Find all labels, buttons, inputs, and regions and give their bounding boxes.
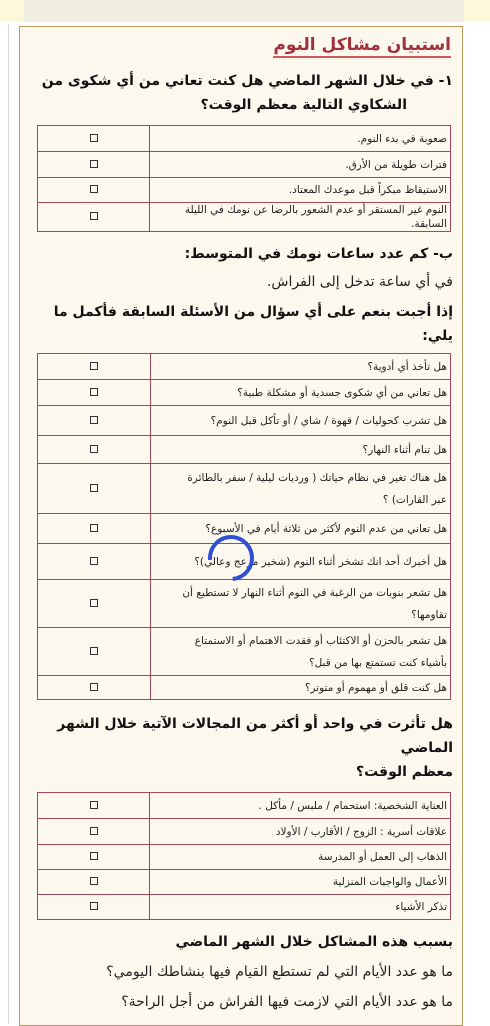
checkbox-cell — [38, 514, 151, 544]
table-row — [38, 819, 451, 845]
section-e-question-1: ما هو عدد الأيام التي لم تستطع القيام فيها بنشاطك اليومي؟ — [106, 964, 453, 980]
row-question-line: الاستيقاظ مبكراً قبل موعدك المعتاد. — [288, 184, 447, 196]
row-question-line: فترات طويلة من الأرق. — [345, 158, 447, 171]
answer-checkbox[interactable] — [90, 852, 98, 860]
answer-checkbox[interactable] — [90, 683, 98, 691]
section-d-table — [37, 792, 451, 920]
row-question — [150, 895, 451, 920]
row-question — [150, 793, 451, 819]
row-question-line: الأعمال والواجبات المنزلية — [332, 876, 447, 888]
answer-checkbox[interactable] — [90, 185, 98, 193]
table-row — [38, 203, 451, 232]
row-question — [150, 628, 450, 676]
section-c-table — [37, 353, 451, 700]
section-c-heading: إذا أجبت بنعم على أي سؤال من الأسئلة السابقة فأكمل ما يلي: — [53, 304, 453, 344]
table-row — [38, 152, 451, 178]
checkbox-cell — [38, 126, 150, 152]
table-row — [38, 870, 451, 895]
checkbox-cell — [38, 354, 151, 380]
row-question-line: هل تأخذ أي أدوية؟ — [367, 360, 447, 373]
row-question — [150, 436, 450, 464]
checkbox-cell — [38, 380, 151, 406]
row-question-line: بأشياء كنت تستمتع بها من قبل؟ — [309, 656, 447, 669]
answer-checkbox[interactable] — [90, 599, 98, 607]
answer-checkbox[interactable] — [90, 801, 98, 809]
answer-checkbox[interactable] — [90, 647, 98, 655]
table-row — [38, 126, 451, 152]
questionnaire-page — [19, 26, 463, 1026]
title-row — [29, 35, 453, 63]
top-margin-strip — [0, 0, 490, 22]
row-question-line: هل تشعر بنوبات من الرغبة في النوم أثناء النهار لا تستطيع أن — [182, 586, 447, 599]
row-question-line: الذهاب إلى العمل أو المدرسة — [318, 851, 447, 863]
row-question — [150, 203, 451, 232]
row-question-line: النوم غير المستقر أو عدم الشعور بالرضا عن نومك في الليلة السابقة. — [184, 204, 447, 230]
answer-checkbox[interactable] — [90, 134, 98, 142]
table-row — [38, 354, 451, 380]
checkbox-cell — [38, 406, 151, 436]
answer-checkbox[interactable] — [90, 362, 98, 370]
section-b-heading: ب- كم عدد ساعات نومك في المتوسط: — [184, 246, 453, 262]
checkbox-cell — [38, 464, 151, 514]
row-question-line: تقاومها؟ — [411, 608, 447, 621]
table-row — [38, 380, 451, 406]
section-a-heading-line2: الشكاوي التالية معظم الوقت؟ — [200, 97, 407, 113]
row-question-line: هل تشرب كحوليات / قهوة / شاي / أو تأكل قبل النوم؟ — [210, 414, 447, 427]
row-question-line: تذكر الأشياء — [395, 901, 447, 913]
answer-checkbox[interactable] — [90, 902, 98, 910]
row-question-line: هل أخبرك أحد انك تشخر أثناء النوم (شخير مزعج وعالي)؟ — [194, 555, 447, 568]
table-row — [38, 406, 451, 436]
answer-checkbox[interactable] — [90, 212, 98, 220]
row-question-line: العناية الشخصية: استحمام / ملبس / مأكل . — [258, 799, 447, 812]
questionnaire-content — [29, 35, 453, 1014]
answer-checkbox[interactable] — [90, 388, 98, 396]
checkbox-cell — [38, 845, 150, 870]
row-question-line: هل كنت قلق أو مهموم أو متوتر؟ — [304, 681, 447, 694]
checkbox-cell — [38, 544, 151, 580]
section-a-heading-line1: ١- في خلال الشهر الماضي هل كنت تعاني من أي شكوى من — [41, 73, 453, 89]
table-row — [38, 178, 451, 203]
row-question — [150, 464, 450, 514]
row-question — [150, 580, 450, 628]
section-d-heading — [29, 712, 453, 784]
section-e-question-2: ما هو عدد الأيام التي لازمت فيها الفراش من أجل الراحة؟ — [121, 994, 453, 1010]
row-question-line: صعوبة في بدء النوم. — [357, 132, 447, 145]
answer-checkbox[interactable] — [90, 416, 98, 424]
row-question-line: هل تشعر بالحزن أو الاكتئاب أو فقدت الاهتمام أو الاستمتاع — [194, 634, 447, 647]
row-question — [150, 544, 450, 580]
answer-checkbox[interactable] — [90, 557, 98, 565]
checkbox-cell — [38, 819, 150, 845]
row-question — [150, 819, 451, 845]
section-d-heading-line1: هل تأثرت في واحد أو أكثر من المجالات الآتية خلال الشهر الماضي — [57, 716, 453, 756]
row-question-line: هل تنام أثناء النهار؟ — [362, 443, 447, 456]
row-question-line: علاقات أسرية : الزوج / الأقارب / الأولاد — [275, 825, 447, 838]
table-row — [38, 436, 451, 464]
section-d-heading-line2: معظم الوقت؟ — [355, 764, 453, 780]
checkbox-cell — [38, 895, 150, 920]
row-question — [150, 870, 451, 895]
row-question — [150, 514, 450, 544]
row-question — [150, 406, 450, 436]
row-question — [150, 380, 450, 406]
checkbox-cell — [38, 436, 151, 464]
answer-checkbox[interactable] — [90, 160, 98, 168]
checkbox-cell — [38, 203, 150, 232]
answer-checkbox[interactable] — [90, 484, 98, 492]
checkbox-cell — [38, 152, 150, 178]
checkbox-cell — [38, 628, 151, 676]
table-row — [38, 895, 451, 920]
table-row — [38, 793, 451, 819]
checkbox-cell — [38, 793, 150, 819]
answer-checkbox[interactable] — [90, 524, 98, 532]
section-e-heading: بسبب هذه المشاكل خلال الشهر الماضي — [175, 934, 453, 950]
table-row — [38, 628, 451, 676]
row-question — [150, 676, 450, 700]
answer-checkbox[interactable] — [90, 445, 98, 453]
answer-checkbox[interactable] — [90, 827, 98, 835]
table-row — [38, 464, 451, 514]
row-question-line: هل هناك تغير في نظام حياتك ( ورديات ليلية / سفر بالطائرة — [187, 471, 447, 484]
row-question — [150, 178, 451, 203]
checkbox-cell — [38, 580, 151, 628]
row-question — [150, 126, 451, 152]
row-question — [150, 354, 450, 380]
section-a-table — [37, 125, 451, 232]
checkbox-cell — [38, 870, 150, 895]
answer-checkbox[interactable] — [90, 877, 98, 885]
table-row — [38, 676, 451, 700]
row-question — [150, 152, 451, 178]
section-a-heading — [29, 69, 453, 117]
checkbox-cell — [38, 676, 151, 700]
table-row — [38, 845, 451, 870]
section-b-question: في أي ساعة تدخل إلى الفراش. — [266, 274, 453, 290]
row-question-line: هل تعاني من عدم النوم لأكثر من ثلاثة أيام في الأسبوع؟ — [205, 522, 447, 535]
row-question-line: عبر القارات) ؟ — [382, 493, 447, 506]
left-margin-rule — [8, 24, 9, 1024]
table-row — [38, 580, 451, 628]
checkbox-cell — [38, 178, 150, 203]
page-title: استبيان مشاكل النوم — [273, 35, 451, 58]
row-question-line: هل تعاني من أي شكوى جسدية أو مشكلة طبية؟ — [237, 386, 447, 399]
row-question — [150, 845, 451, 870]
